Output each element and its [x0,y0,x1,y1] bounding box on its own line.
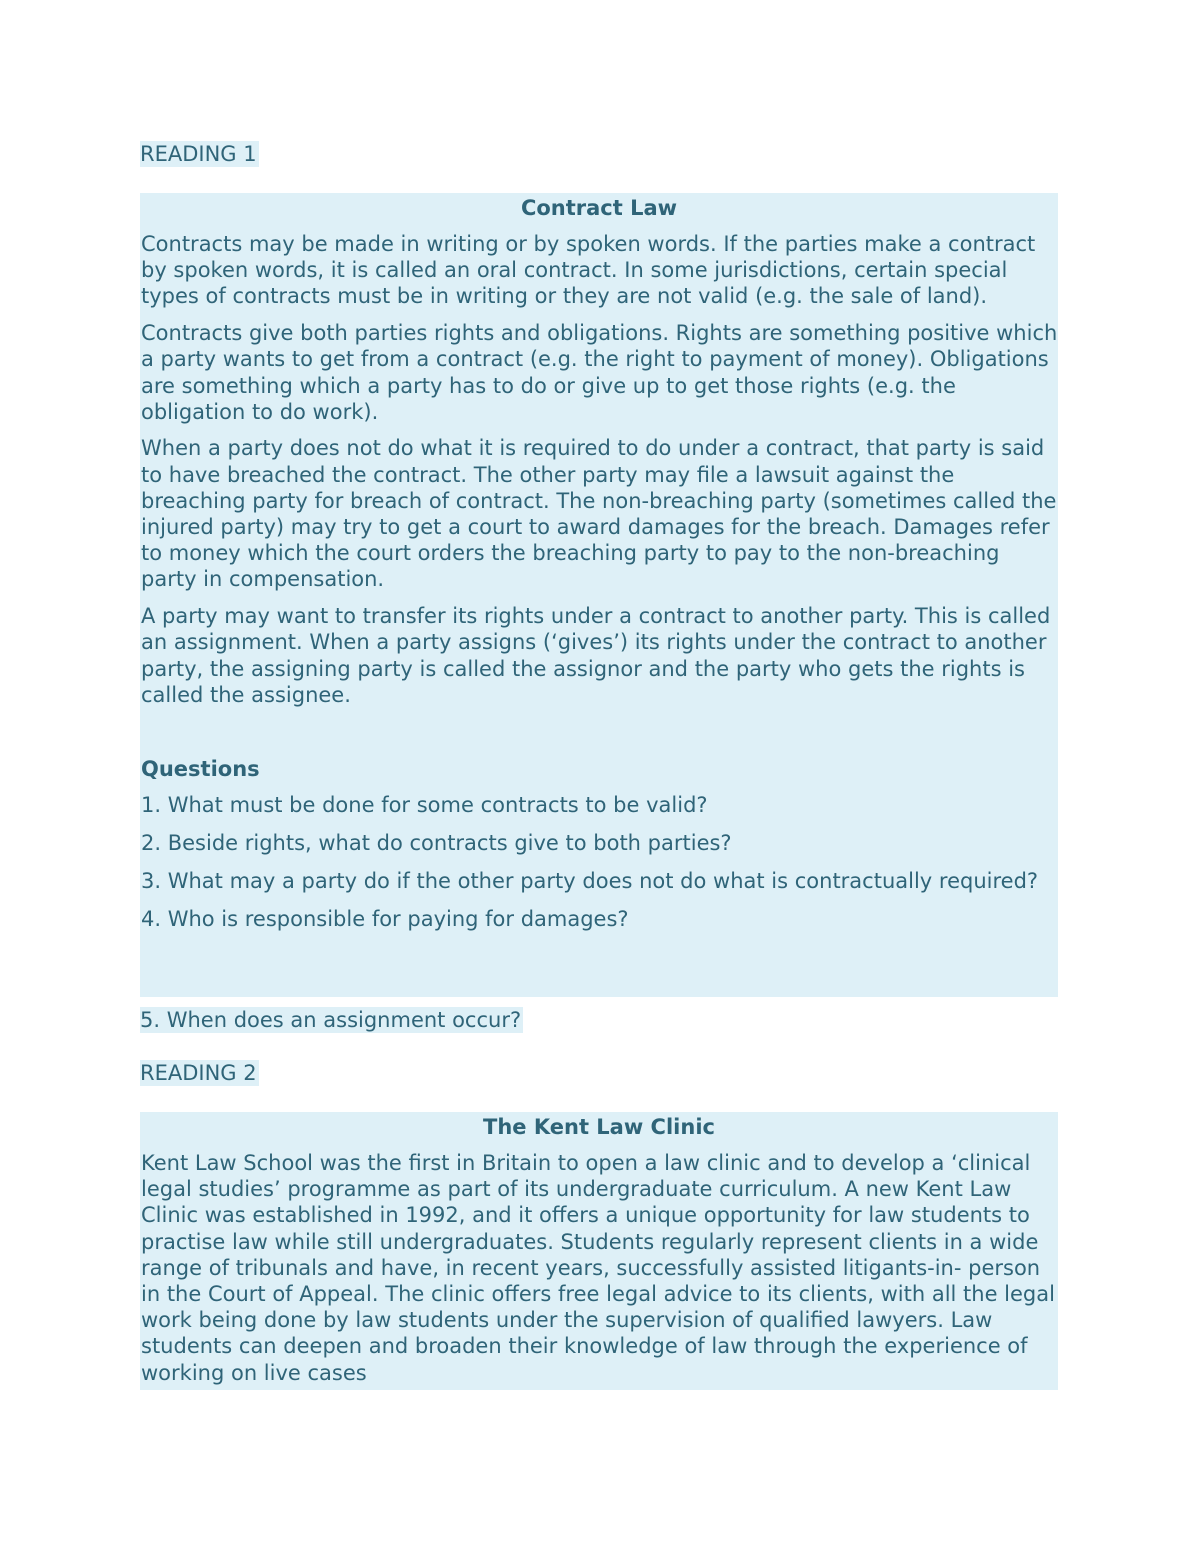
reading-1-title: Contract Law [520,196,678,220]
reading-2-label: READING 2 [140,1061,257,1085]
question-item: 1. What must be done for some contracts to be valid? [141,793,708,818]
reading-1-label: READING 1 [140,142,257,166]
reading-1-section [140,193,1058,997]
reading-2-title: The Kent Law Clinic [483,1115,715,1139]
section-spacer [140,718,1058,756]
reading-2-section [140,1112,1058,1390]
reading-1-paragraph: Contracts may be made in writing or by spoken words. If the parties make a contract by spoken words, it is called an oral contract. In some jurisdictions, certain special types of contracts must be in writing or they are not valid (e.g. the sale of land). [141,232,1036,309]
reading-1-paragraph: A party may want to transfer its rights under a contract to another party. This is called an assignment. When a party assigns (‘gives’) its rights under the contract to another party, the assigning party is called the assignor and the party who gets the rights is called the assignee. [141,604,1051,707]
question-item: 2. Beside rights, what do contracts give to both parties? [141,831,732,856]
question-item: 5. When does an assignment occur? [140,1008,522,1032]
reading-2-paragraph: Kent Law School was the first in Britain to open a law clinic and to develop a ‘clinical legal studies’ programme as part of its undergraduate curriculum. A new Kent Law Clinic was established in 1992, and it offers a unique opportunity for law students to practise law while still undergraduates. Students regularly represent clients in a wide range of tribunals and have, in recent years, successfully assisted litigants-in- person in the Court of Appeal. The clinic offers free legal advice to its clients, with all the legal work being done by law students under the supervision of qualified lawyers. Law students can deepen and broaden their knowledge of law through the experience of working on live cases [141,1151,1055,1385]
reading-1-paragraph: Contracts give both parties rights and obligations. Rights are something positive which a party wants to get from a contract (e.g. the right to payment of money). Obligations are something which a party has to do or give up to get those rights (e.g. the obligation to do work). [141,321,1058,424]
question-item: 3. What may a party do if the other party does not do what is contractually required? [141,868,1039,893]
reading-1-paragraph: When a party does not do what it is required to do under a contract, that party is said to have breached the contract. The other party may file a lawsuit against the breaching party for breach of contract. The non-breaching party (sometimes called the injured party) may try to get a court to award damages for the breach. Damages refer to money which the court orders the breaching party to pay to the non-breaching party in compensation. [141,436,1057,592]
questions-heading: Questions [141,757,260,782]
question-item: 4. Who is responsible for paying for damages? [141,906,629,931]
